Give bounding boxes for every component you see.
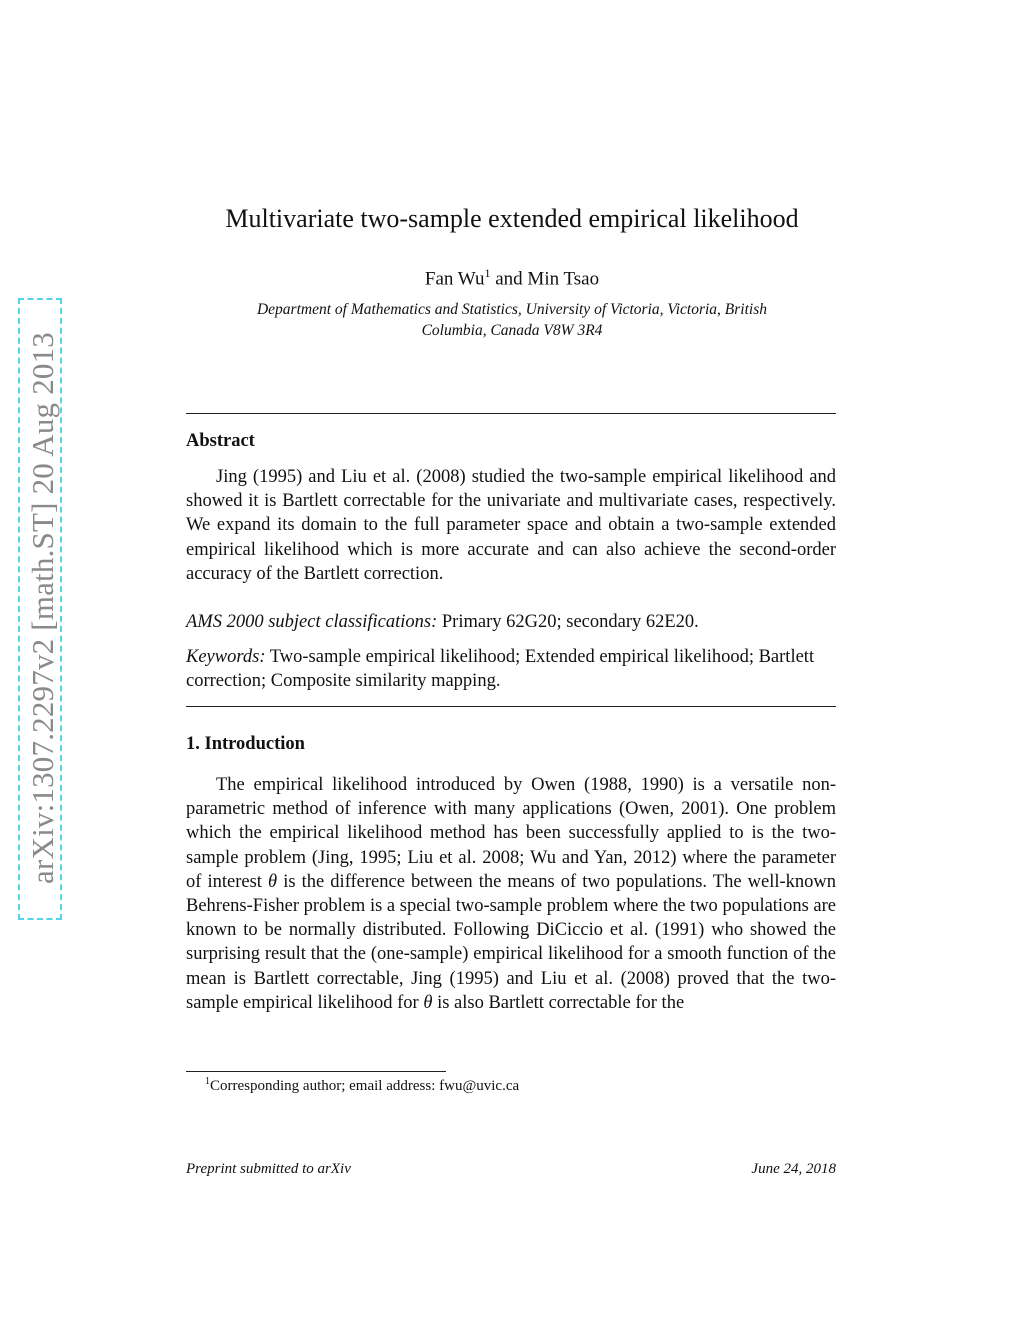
footnote-text: Corresponding author; email address: fwu@uvic.ca	[210, 1078, 520, 1094]
keywords-value: Two-sample empirical likelihood; Extended empirical likelihood; Bartlett correction; Composite similarity mapping.	[186, 647, 815, 692]
author-min-tsao: Min Tsao	[527, 268, 600, 290]
keywords	[186, 645, 836, 693]
author-list	[0, 266, 1024, 290]
affiliation-line-1: Department of Mathematics and Statistics, University of Victoria, Victoria, British	[256, 301, 767, 318]
author-connector: and	[490, 268, 528, 290]
abstract-text: Jing (1995) and Liu et al. (2008) studied the two-sample empirical likelihood and showed it is Bartlett correctable for the univariate and multivariate cases, respectively. We expand its domain to the full parameter space and obtain a two-sample extended empirical likelihood which is more accurate and can also achieve the second-order accuracy of the Bartlett correction.	[186, 467, 836, 584]
footnote-rule	[186, 1071, 446, 1072]
intro-text-part-3: is also Bartlett correctable for the	[432, 992, 685, 1013]
footnote-mark: 1	[205, 1076, 210, 1087]
introduction-text	[186, 773, 836, 1015]
ams-label: AMS 2000 subject classifications:	[186, 612, 438, 632]
paper-title: Multivariate two-sample extended empirical likelihood	[225, 204, 799, 233]
affiliation	[200, 299, 824, 341]
intro-text-part-1: The empirical likelihood introduced by Owen (1988, 1990) is a versatile non-parametric method of inference with many applications (Owen, 2001). One problem which the empirical likelihood method has been successfully applied to is the two-sample problem (Jing, 1995; Liu et al. 2008; Wu and Yan, 2012) where the parameter of interest	[186, 775, 836, 892]
intro-text-part-2: is the difference between the means of two populations. The well-known Behrens-Fisher problem is a special two-sample problem where the two populations are known to be normally distributed. Following DiCiccio et al. (1991) who showed the surprising result that the (one-sample) empirical likelihood for a smooth function of the mean is Bartlett correctable, Jing (1995) and Liu et al. (2008) proved that the two-sample empirical likelihood for	[186, 871, 836, 1013]
keywords-label: Keywords:	[186, 647, 266, 667]
arxiv-identifier[interactable]: arXiv:1307.2297v2 [math.ST] 20 Aug 2013	[25, 332, 60, 884]
abstract-heading: Abstract	[186, 431, 255, 451]
author-footnote-mark[interactable]: 1	[484, 266, 491, 280]
theta-symbol: θ	[423, 992, 433, 1013]
footer-preprint-note: Preprint submitted to arXiv	[186, 1161, 351, 1177]
theta-symbol: θ	[268, 871, 278, 892]
affiliation-line-2: Columbia, Canada V8W 3R4	[421, 322, 603, 339]
abstract-bottom-rule	[186, 706, 836, 707]
abstract-top-rule	[186, 413, 836, 414]
footer-date: June 24, 2018	[751, 1161, 836, 1177]
introduction-heading: 1. Introduction	[186, 734, 305, 754]
ams-value: Primary 62G20; secondary 62E20.	[437, 612, 699, 632]
footnote	[205, 1076, 519, 1095]
ams-classification	[186, 610, 836, 634]
author-fan-wu: Fan Wu	[424, 268, 485, 290]
